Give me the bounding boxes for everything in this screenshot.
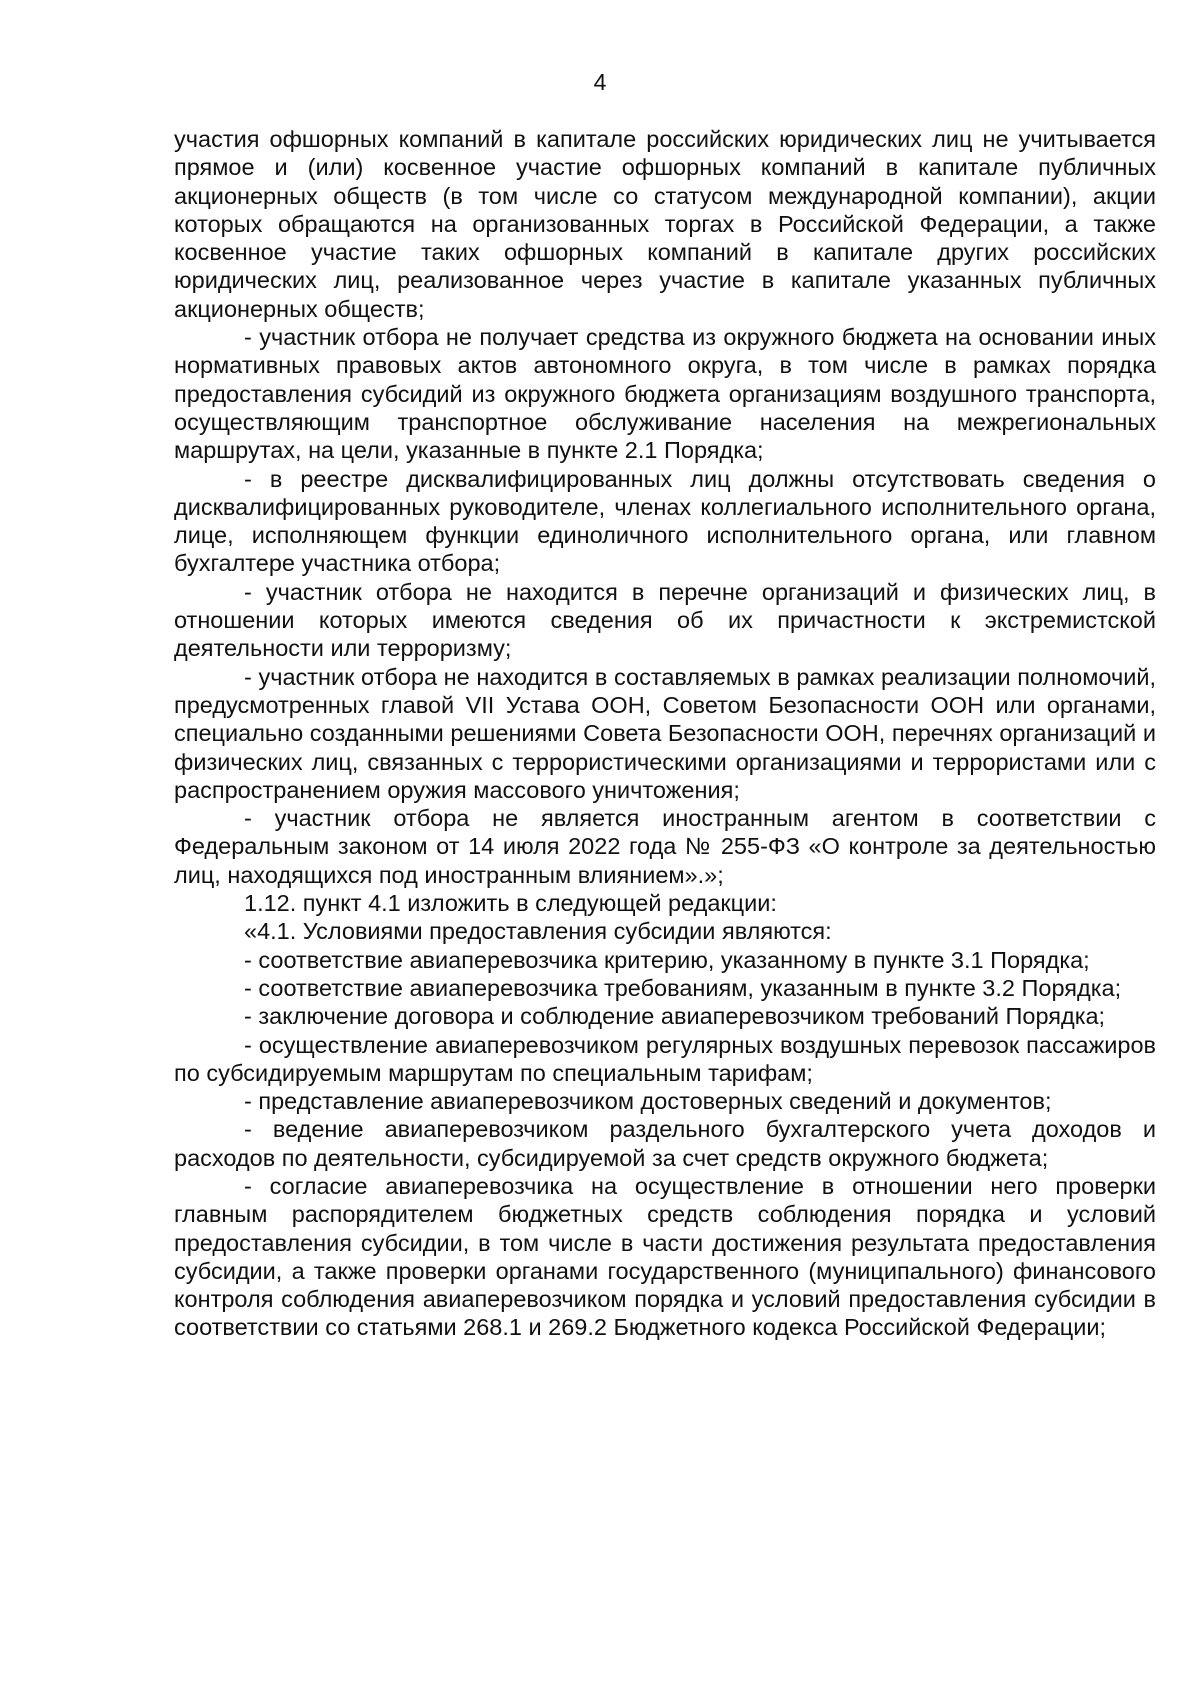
- paragraph-criterion-3-1: - соответствие авиаперевозчика критерию, указанному в пункте 3.1 Порядка;: [244, 946, 1090, 973]
- paragraph-extremism-list: - участник отбора не находится в перечне организаций и физических лиц, в отношении которых имеются сведения об их причастности к экстремистской деятельности или терроризму;: [174, 578, 1156, 662]
- paragraph-regular-flights: - осуществление авиаперевозчиком регулярных воздушных перевозок пассажиров по субсидируемым маршрутам по специальным тарифам;: [174, 1031, 1156, 1086]
- paragraph-separate-accounting: - ведение авиаперевозчиком раздельного бухгалтерского учета доходов и расходов по деятельности, субсидируемой за счет средств окружного бюджета;: [174, 1116, 1156, 1171]
- paragraph-foreign-agent: - участник отбора не является иностранным агентом в соответствии с Федеральным законом от 14 июля 2022 года № 255-ФЗ «О контроле за деятельностью лиц, находящихся под иностранным влиянием».»;: [174, 805, 1156, 888]
- paragraph-reliable-documents: - представление авиаперевозчиком достоверных сведений и документов;: [244, 1088, 1052, 1115]
- paragraph-un-sanctions-list: - участник отбора не находится в составляемых в рамках реализации полномочий, предусмотренных главой VII Устава ООН, Советом Безопасности ООН или органами, специально созданными решениями Совета Безопасности ООН, перечнях организаций и физических лиц, связанных с террористическими организациями и террористами или с распространением оружия массового уничтожения;: [174, 663, 1156, 803]
- paragraph-no-other-budget-funds: - участник отбора не получает средства из окружного бюджета на основании иных нормативных правовых актов автономного округа, в том числе в рамках порядка предоставления субсидий из окружного бюджета организациям воздушного транспорта, осуществляющим транспортное обслуживание населения на межрегиональных маршрутах, на цели, указанные в пункте 2.1 Порядка;: [174, 324, 1156, 464]
- paragraph-contract-compliance: - заключение договора и соблюдение авиаперевозчиком требований Порядка;: [244, 1003, 1106, 1030]
- paragraph-audit-consent: - согласие авиаперевозчика на осуществление в отношении него проверки главным распорядителем бюджетных средств соблюдения порядка и условий предоставления субсидии, в том числе в части достижения результата предоставления субсидии, а также проверки органами государственного (муниципального) финансового контроля соблюдения авиаперевозчиком порядка и условий предоставления субсидии в соответствии со статьями 268.1 и 269.2 Бюджетного кодекса Российской Федерации;: [174, 1172, 1156, 1341]
- paragraph-disqualified-persons: - в реестре дисквалифицированных лиц должны отсутствовать сведения о дисквалифицированных руководителе, членах коллегиального исполнительного органа, лице, исполняющем функции единоличного исполнительного органа, или главном бухгалтере участника отбора;: [174, 465, 1156, 577]
- document-body: [174, 125, 1156, 1342]
- paragraph-offshore-participation: участия офшорных компаний в капитале российских юридических лиц не учитывается прямое и (или) косвенное участие офшорных компаний в капитале публичных акционерных обществ (в том числе со статусом международной компании), акции которых обращаются на организованных торгах в Российской Федерации, а также косвенное участие таких офшорных компаний в капитале других российских юридических лиц, реализованное через участие в капитале указанных публичных акционерных обществ;: [174, 126, 1156, 322]
- paragraph-requirements-3-2: - соответствие авиаперевозчика требованиям, указанным в пункте 3.2 Порядка;: [244, 974, 1122, 1001]
- paragraph-clause-4-1: «4.1. Условиями предоставления субсидии являются:: [244, 918, 832, 945]
- paragraph-clause-1-12: 1.12. пункт 4.1 изложить в следующей редакции:: [244, 890, 777, 917]
- page-number: 4: [593, 69, 607, 95]
